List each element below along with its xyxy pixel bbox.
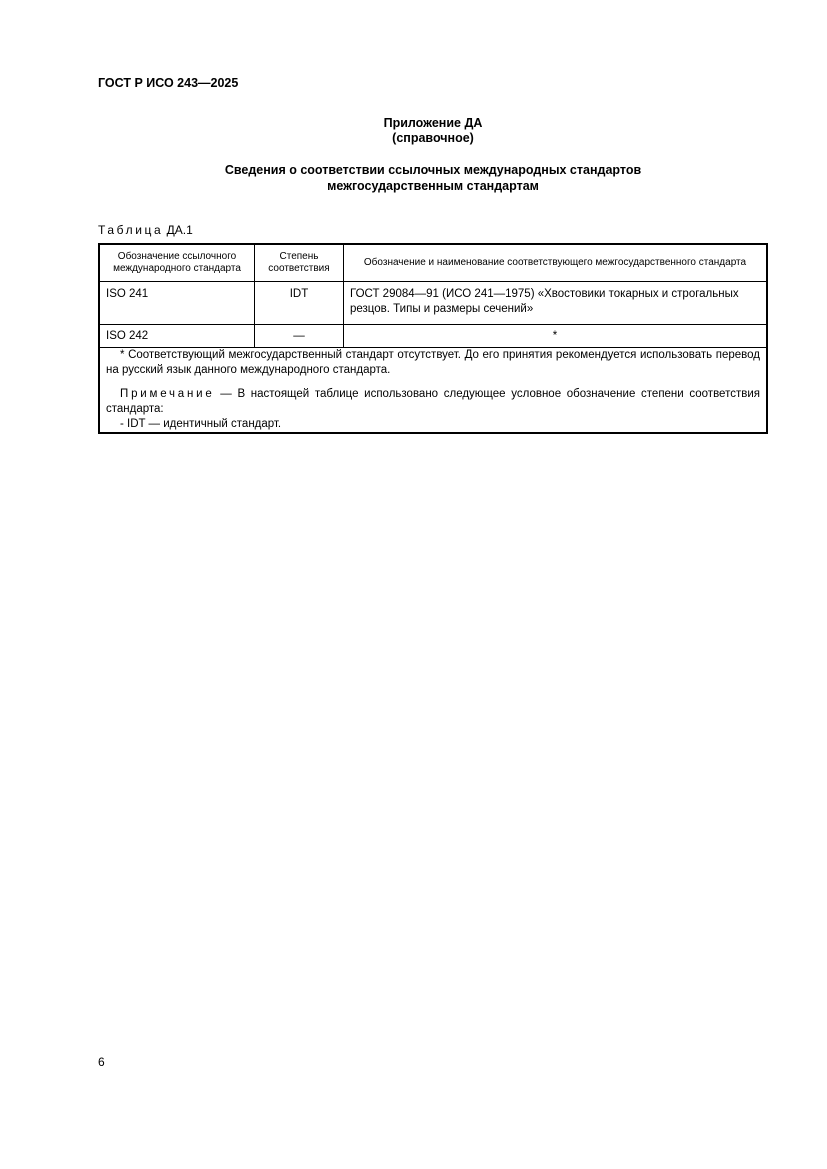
table-caption-number: ДА.1	[166, 223, 193, 237]
cell-ref: ISO 241	[99, 282, 255, 325]
note-item: - IDT — идентичный стандарт.	[120, 418, 282, 430]
cell-ref: ISO 242	[99, 325, 255, 348]
note-paragraph	[106, 387, 760, 417]
annex-label	[98, 116, 768, 146]
annex-heading-line2: межгосударственным стандартам	[327, 179, 539, 193]
note-text: — В настоящей таблице использовано следующее условное обозначение степени соответствия стандарта:	[106, 388, 760, 415]
cell-degree: —	[255, 325, 344, 348]
cell-national: *	[344, 325, 768, 348]
annex-kind: (справочное)	[392, 131, 474, 145]
table-row	[99, 282, 767, 325]
table-caption	[98, 223, 193, 237]
table-header-row	[99, 244, 767, 282]
cell-degree: IDT	[255, 282, 344, 325]
column-header-national: Обозначение и наименование соответствующего межгосударственного стандарта	[344, 244, 768, 282]
correspondence-table	[98, 243, 768, 434]
column-header-ref: Обозначение ссылочного международного стандарта	[99, 244, 255, 282]
document-code: ГОСТ Р ИСО 243—2025	[98, 76, 239, 90]
table-notes-row	[99, 348, 767, 434]
annex-heading	[98, 162, 768, 194]
table-row	[99, 325, 767, 348]
annex-title: Приложение ДА	[383, 116, 483, 130]
note-label: Примечание	[120, 388, 215, 400]
annex-heading-line1: Сведения о соответствии ссылочных международных стандартов	[224, 163, 642, 177]
table-caption-label: Таблица	[98, 223, 164, 237]
table-notes	[99, 348, 767, 434]
page-number: 6	[98, 1055, 105, 1069]
footnote: * Соответствующий межгосударственный стандарт отсутствует. До его принятия рекомендуется использовать перевод на русский язык данного международного стандарта.	[106, 349, 760, 376]
cell-national: ГОСТ 29084—91 (ИСО 241—1975) «Хвостовики токарных и строгальных резцов. Типы и размеры сечений»	[344, 282, 768, 325]
column-header-degree: Степень соответствия	[255, 244, 344, 282]
